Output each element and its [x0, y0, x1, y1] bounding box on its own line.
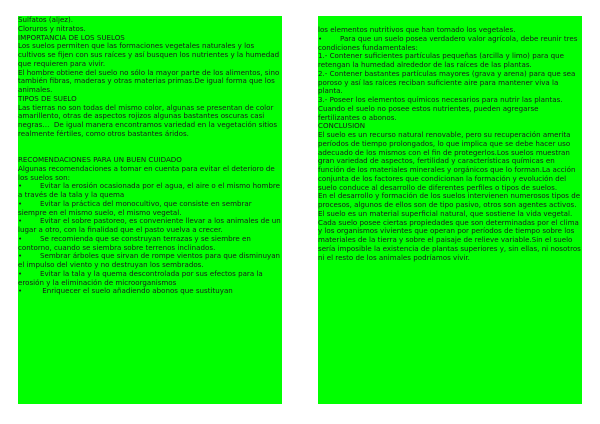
section-heading-tipos: TIPOS DE SUELO [18, 93, 77, 103]
paragraph: Cloruros y nitratos. [18, 23, 86, 33]
bullet-icon: • [18, 286, 23, 296]
paragraph: El hombre obtiene del suelo no sólo la mayor parte de los alimentos, sino también fibras, maderas y otras materias primas.De igual forma que los animales. [18, 67, 282, 94]
bullet-item: • Sembrar árboles que sirvan de rompe vientos para que disminuyan el impulso del viento y no destruyan los sembrados. [18, 251, 283, 269]
paragraph: En el desarrollo y formación de los suelos intervienen numerosos tipos de procesos, algunos de ellos son de tipo pasivo, otros son agentes activos. [318, 191, 583, 209]
bullet-icon: • [18, 233, 23, 243]
paragraph: El suelo es un recurso natural renovable, pero su recuperación amerita períodos de tiempo prolongados, lo que implica que se debe hacer uso adecuado de los mismos con el fin de protegerlos.Los suelos muestran gran variedad de aspectos, fertilidad y características químicas en función de los materiales minerales y orgánicos que lo forman.La acción conjunta de los factores que condicionan la formación y evolución del suelo conduce al desarrollo de diferentes perfiles o tipos de suelos. [318, 130, 578, 192]
numbered-item-1: 1.- Contener suficientes partículas pequeñas (arcilla y limo) para que retengan la humedad alrededor de las raíces de las plantas. [318, 51, 567, 69]
paragraph: El suelo es un material superficial natural, que sostiene la vida vegetal. Cada suelo posee ciertas propiedades que son determinadas por el clima y los organismos vivientes que operan por períodos de tiempo sobre los materiales de la tierra y sobre el paisaje de relieve variable.Sin el suelo sería imposible la existencia de plantas superiores y, sin ellas, ni nosotros ni el resto de los animales podríamos vivir. [318, 208, 584, 262]
section-heading-conclusion: CONCLUSION [318, 121, 366, 131]
bullet-item: • Enriquecer el suelo añadiendo abonos que sustituyan [18, 286, 233, 296]
paragraph: Algunas recomendaciones a tomar en cuenta para evitar el deterioro de los suelos son: [18, 163, 278, 182]
left-text-column [18, 16, 282, 404]
bullet-item: • Evitar el sobre pastoreo, es conveniente llevar a los animales de un lugar a otro, con la finalidad que el pasto vuelva a crecer. [18, 216, 284, 234]
paragraph: Los suelos permiten que las formaciones vegetales naturales y los cultivos se fijen con sus raíces y así busquen los nutrientes y la humedad que requieren para vivir. [18, 41, 282, 68]
paragraph: Sulfatos (aljez). [18, 15, 74, 24]
bullet-item: • Se recomienda que se construyan terrazas y se siembre en contorno, cuando se siembra sobre terrenos inclinados. [18, 233, 254, 252]
bullet-item: • Evitar la erosión ocasionada por el agua, el aire o el mismo hombre a través de la tala y la quema [18, 181, 283, 199]
blank-line [18, 139, 282, 148]
bullet-item: • Evitar la práctica del monocultivo, que consiste en sembrar siempre en el mismo suelo, el mismo vegetal. [18, 198, 254, 217]
bullet-icon: • [18, 251, 23, 261]
bullet-item: • Para que un suelo posea verdadero valor agrícola, debe reunir tres condiciones fundamentales: [318, 33, 580, 52]
paragraph: los elementos nutritivos que han tomado los vegetales. [318, 25, 516, 34]
bullet-icon: • [18, 181, 23, 191]
paragraph: Las tierras no son todas del mismo color, algunas se presentan de color amarillento, otras de aspectos rojizos algunas bastantes oscuras casi negras… De igual manera encontramos variedad en la vegetación sitios realmente fértiles, como otros bastantes áridos. [18, 102, 280, 138]
section-heading-recomendaciones: RECOMENDACIONES PARA UN BUEN CUIDADO [18, 155, 182, 164]
bullet-icon: • [18, 198, 23, 208]
bullet-icon: • [18, 216, 23, 226]
numbered-item-2: 2.- Contener bastantes partículas mayores (grava y arena) para que sea poroso y así las raíces reciban suficiente aire para mantener viva la planta. [318, 68, 578, 96]
bullet-icon: • [318, 33, 323, 43]
bullet-item: • Evitar la tala y la quema descontrolada por sus efectos para la erosión y la eliminación de microorganismos [18, 268, 266, 287]
bullet-icon: • [18, 268, 23, 278]
right-text-column [318, 16, 582, 404]
numbered-item-3: 3.- Poseer los elementos químicos necesarios para nutrir las plantas. Cuando el suelo no posee estos nutrientes, pueden agregarse fertilizantes o abonos. [318, 95, 565, 122]
section-heading-importancia: IMPORTANCIA DE LOS SUELOS [18, 32, 125, 42]
